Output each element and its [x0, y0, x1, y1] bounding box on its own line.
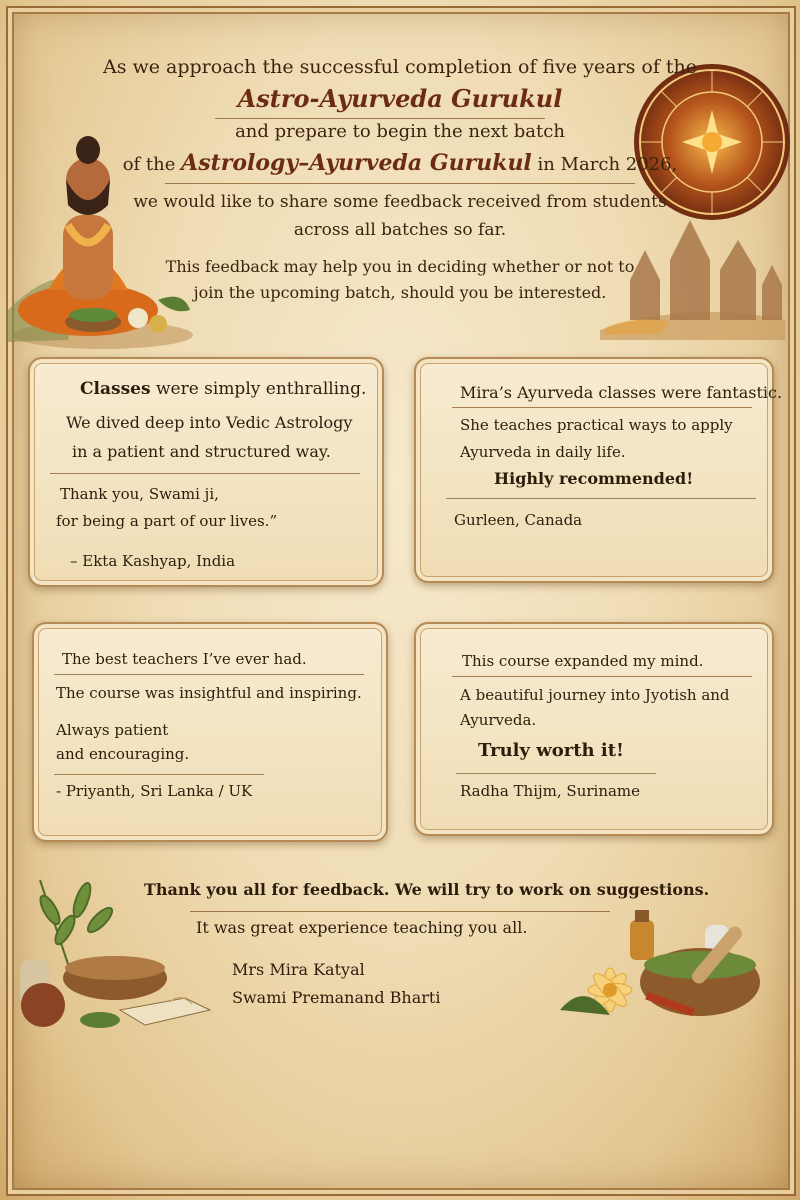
experience-line: It was great experience teaching you all.: [196, 918, 528, 937]
course-name: Astrology–Ayurveda Gurukul: [181, 150, 532, 176]
testimonial-4-author: Radha Thijm, Suriname: [460, 782, 641, 800]
intro-line-5: we would like to share some feedback received from students: [133, 192, 667, 212]
testimonial-4-line-2: A beautiful journey into Jyotish and: [460, 686, 730, 704]
testimonial-1-line-2: We dived deep into Vedic Astrology: [66, 413, 353, 432]
intro-line-6: across all batches so far.: [293, 220, 507, 240]
footer-divider: [190, 911, 610, 912]
intro-line-3: and prepare to begin the next batch: [235, 121, 565, 142]
testimonial-3-line-3: Always patient: [56, 721, 169, 739]
signer-2: Swami Premanand Bharti: [232, 988, 441, 1007]
testimonial-2-line-3: Ayurveda in daily life.: [460, 443, 626, 461]
testimonial-2-heading: Mira’s Ayurveda classes were fantastic.: [460, 383, 783, 402]
testimonial-2-divider: [446, 498, 756, 499]
intro-line-8: join the upcoming batch, should you be interested.: [193, 283, 607, 302]
testimonial-3-divider: [54, 774, 264, 775]
testimonial-4-line-4: Truly worth it!: [478, 740, 624, 761]
course-underline: [165, 183, 635, 184]
testimonial-3-line-4: and encouraging.: [56, 745, 190, 763]
testimonial-3-divider-top: [54, 674, 364, 675]
intro-line-7: This feedback may help you in deciding whether or not to: [165, 257, 635, 276]
testimonial-4-divider: [456, 773, 656, 774]
mortar-and-pestle-icon: [540, 900, 780, 1040]
signer-1: Mrs Mira Katyal: [232, 960, 365, 979]
testimonial-1-line-5: for being a part of our lives.”: [56, 512, 278, 530]
intro-line-1: As we approach the successful completion of five years of the: [102, 56, 698, 78]
testimonial-4-divider-top: [452, 676, 752, 677]
testimonial-1-author: – Ekta Kashyap, India: [70, 552, 236, 570]
title-underline: [215, 118, 545, 119]
testimonial-1-line-4: Thank you, Swami ji,: [60, 485, 219, 503]
testimonial-1-heading-bold: Classes: [80, 379, 151, 399]
testimonial-2-divider-top: [452, 407, 752, 408]
testimonial-1-heading: [80, 379, 366, 399]
testimonial-1-heading-rest: were simply enthralling.: [150, 379, 367, 399]
testimonial-4-heading: This course expanded my mind.: [462, 652, 704, 670]
testimonial-4-line-3: Ayurveda.: [460, 711, 537, 729]
testimonial-2-line-4: Highly recommended!: [494, 469, 694, 488]
testimonial-card-4: [414, 622, 774, 836]
testimonial-3-heading: The best teachers I’ve ever had.: [62, 650, 307, 668]
testimonial-3-author: - Priyanth, Sri Lanka / UK: [56, 782, 253, 800]
testimonial-card-1: [28, 357, 384, 587]
testimonial-card-2: [414, 357, 783, 583]
testimonial-2-author: Gurleen, Canada: [454, 511, 583, 529]
intro-line-4-prefix: of the: [122, 154, 182, 175]
testimonial-2-line-2: She teaches practical ways to apply: [460, 416, 733, 434]
testimonial-1-divider: [50, 473, 360, 474]
testimonial-3-line-2: The course was insightful and inspiring.: [56, 684, 362, 702]
gurukul-title: Astro-Ayurveda Gurukul: [237, 84, 563, 113]
intro-line-4-date: in March 2026,: [531, 154, 678, 175]
intro-line-4: [0, 150, 800, 176]
thanks-line: Thank you all for feedback. We will try to work on suggestions.: [144, 880, 710, 899]
testimonial-card-3: [32, 622, 388, 842]
testimonial-1-line-3: in a patient and structured way.: [72, 442, 331, 461]
